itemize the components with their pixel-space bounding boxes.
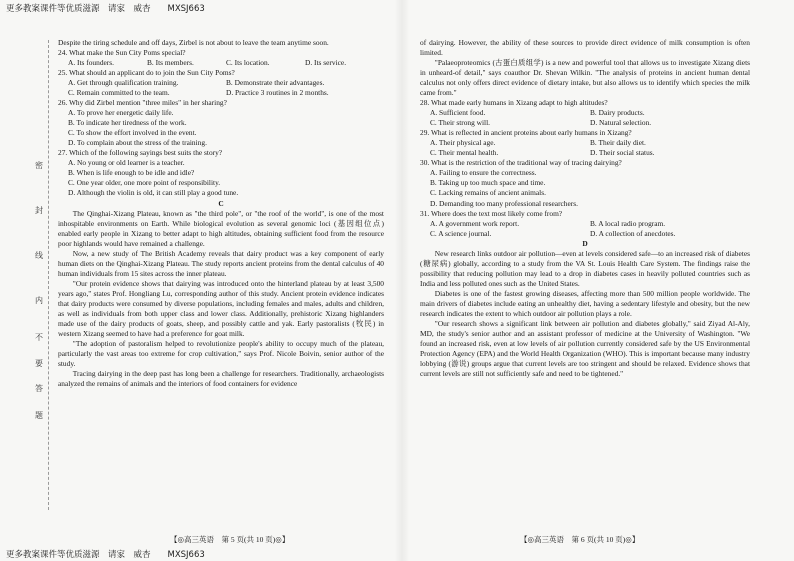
passage-c-paragraph: "Palaeoproteomics (古蛋白质组学) is a new and powerful tool that allows us to investigate Xizang diets in unheard-of detail," says coauthor Dr. Shevan Wilkin. "The analysis of proteins in ancient human dental calculus not only offers direct evidence of dietary intake, but also allows us to identify which species the milk came from." bbox=[420, 58, 750, 98]
option-c: C. One year older, one more point of responsibility. bbox=[68, 178, 221, 188]
option-b: B. Dairy products. bbox=[590, 108, 645, 118]
option-a: A. To prove her energetic daily life. bbox=[68, 108, 174, 118]
option-c: C. Remain committed to the team. bbox=[68, 88, 170, 98]
binding-char: 线 bbox=[35, 251, 43, 260]
option-a: A. Their physical age. bbox=[430, 138, 496, 148]
section-c-heading: C bbox=[218, 198, 224, 208]
binding-char: 要 bbox=[35, 359, 43, 368]
question-25-options-cd bbox=[68, 88, 384, 98]
option-a: A. Its founders. bbox=[68, 58, 114, 68]
passage-c-paragraph: The Qinghai-Xizang Plateau, known as "the third pole", or "the roof of the world", is one of the most inhospitable environments on Earth. While biological evolution as several genomic loci (基因组位点) enabled early people in Xizang to better adapt to high altitudes, obtaining sufficient food from the resource poor highlands would have remained a challenge. bbox=[58, 208, 384, 248]
question-24: 24. What make the Sun City Poms special? bbox=[58, 48, 186, 58]
binding-char: 不 bbox=[35, 333, 43, 342]
binding-line bbox=[30, 40, 49, 510]
option-d: D. A collection of anecdotes. bbox=[590, 228, 676, 238]
passage-d-paragraph: Diabetes is one of the fastest growing diseases, affecting more than 500 million people worldwide. The main drivers of diabetes include eating an unhealthy diet, having a sedentary lifestyle and obesity, but the new research indicates the extent to which outdoor air pollution plays a role. bbox=[420, 288, 750, 318]
right-column bbox=[420, 38, 750, 379]
question-25: 25. What should an applicant do to join the Sun City Poms? bbox=[58, 68, 235, 78]
option-d: D. Demanding too many professional researchers. bbox=[430, 198, 578, 208]
option-c: C. To show the effort involved in the event. bbox=[68, 128, 197, 138]
option-b: B. To indicate her tiredness of the work. bbox=[68, 118, 187, 128]
question-29: 29. What is reflected in ancient proteins about early humans in Xizang? bbox=[420, 128, 632, 138]
option-d: D. Natural selection. bbox=[590, 118, 652, 128]
binding-char: 答 bbox=[35, 384, 43, 393]
passage-b-ending: Despite the tiring schedule and off days, Zirbel is not about to leave the team anytime soon. bbox=[58, 38, 329, 47]
question-31: 31. Where does the text most likely come from? bbox=[420, 208, 563, 218]
option-a: A. No young or old learner is a teacher. bbox=[68, 158, 185, 168]
binding-char: 内 bbox=[35, 296, 43, 305]
question-27: 27. Which of the following sayings best suits the story? bbox=[58, 148, 223, 158]
option-c: C. Their mental health. bbox=[430, 148, 499, 158]
passage-d-paragraph: "Our research shows a significant link between air pollution and diabetes globally," said Ziyad Al-Aly, MD, the study's senior author and an assistant professor of medicine at the University of Washington. "We found an increased risk, even at low levels of air pollution currently considered safe by the US Environmental Protection Agency (EPA) and the World Health Organization (WHO). This is important because many industry lobbying (游说) groups argue that current levels are too stringent and should be relaxed. Evidence shows that current levels are still not sufficiently safe and need to be tightened." bbox=[420, 318, 750, 379]
page-fold-shadow bbox=[395, 0, 409, 561]
passage-c-paragraph: of dairying. However, the ability of these sources to provide direct evidence of milk consumption is often limited. bbox=[420, 38, 750, 58]
question-29-options-ab bbox=[430, 138, 750, 148]
passage-c-paragraph: Tracing dairying in the deep past has long been a challenge for researchers. Traditionally, archaeologists analyzed the remains of animals and the interiors of food containers for evidence bbox=[58, 369, 384, 389]
page-footer-right: 【◎高三英语 第 6 页(共 10 页)◎】 bbox=[520, 535, 640, 544]
section-d-heading: D bbox=[582, 238, 588, 248]
question-30: 30. What is the restriction of the traditional way of tracing dairying? bbox=[420, 158, 622, 168]
passage-d-paragraph: New research links outdoor air pollution—even at levels considered safe—to an increased risk of diabetes (糖尿病) globally, according to a study from the VA St. Louis Health Care System. The findings raise the possibility that reducing pollution may lead to a drop in diabetes cases in heavily polluted countries such as India and less polluted ones such as the United States. bbox=[420, 248, 750, 288]
question-25-options-ab bbox=[68, 78, 384, 88]
binding-char: 题 bbox=[35, 411, 43, 420]
option-b: B. Demonstrate their advantages. bbox=[226, 78, 325, 88]
option-d: D. Although the violin is old, it can still play a good tune. bbox=[68, 188, 239, 198]
question-24-options bbox=[68, 58, 384, 68]
option-c: C. Lacking remains of ancient animals. bbox=[430, 188, 546, 198]
option-c: C. Its location. bbox=[226, 58, 270, 68]
question-28-options-ab bbox=[430, 108, 750, 118]
left-column bbox=[58, 38, 384, 389]
option-a: A. Failing to ensure the correctness. bbox=[430, 168, 537, 178]
question-31-options-cd bbox=[430, 229, 750, 239]
top-banner: 更多教案课件等优质滋源 请家 威杏 MXSJ663 bbox=[6, 4, 205, 14]
option-d: D. To complain about the stress of the training. bbox=[68, 138, 207, 148]
option-c: C. A science journal. bbox=[430, 228, 492, 238]
option-a: A. Sufficient food. bbox=[430, 108, 486, 118]
option-a: A. A government work report. bbox=[430, 218, 520, 228]
question-31-options-ab bbox=[430, 219, 750, 229]
binding-char: 密 bbox=[35, 161, 43, 170]
page-footer-left: 【◎高三英语 第 5 页(共 10 页)◎】 bbox=[170, 535, 290, 544]
option-d: D. Practice 3 routines in 2 months. bbox=[226, 88, 329, 98]
option-d: D. Their social status. bbox=[590, 148, 655, 158]
option-b: B. Their daily diet. bbox=[590, 138, 646, 148]
question-29-options-cd bbox=[430, 148, 750, 158]
option-b: B. A local radio program. bbox=[590, 218, 666, 228]
passage-c-paragraph: "Our protein evidence shows that dairying was introduced onto the hinterland plateau by at least 3,500 years ago," states Prof. Hongliang Lu, corresponding author of this study. Ancient protein evidence indicates that dairy products were consumed by diverse populations, including females and males, adults and children, as well as individuals from both upper class and lower class. Additionally, prehistoric Xizang highlanders made use of the dairy products of goats, sheep, and possibly cattle and yak. Early pastoralists (牧民) in western Xizang seemed to have had a preference for goat milk. bbox=[58, 278, 384, 338]
question-26: 26. Why did Zirbel mention "three miles" in her sharing? bbox=[58, 98, 227, 108]
bottom-banner: 更多教案课件等优质滋源 请家 威杏 MXSJ663 bbox=[6, 550, 205, 560]
option-d: D. Its service. bbox=[305, 58, 347, 68]
option-b: B. Its members. bbox=[147, 58, 194, 68]
option-a: A. Get through qualification training. bbox=[68, 78, 179, 88]
passage-c-paragraph: Now, a new study of The British Academy reveals that dairy product was a key component of early human diets on the Qinghai-Xizang Plateau. The study reports ancient proteins from the dental calculus of 40 human individuals from 15 sites across the inner plateau. bbox=[58, 248, 384, 278]
option-b: B. Taking up too much space and time. bbox=[430, 178, 546, 188]
option-b: B. When is life enough to be idle and idle? bbox=[68, 168, 195, 178]
passage-c-paragraph: "The adoption of pastoralism helped to revolutionize people's ability to occupy much of the plateau, particularly the vast areas too extreme for crop cultivation," says Prof. Nicole Boivin, senior author of the study. bbox=[58, 338, 384, 368]
binding-char: 封 bbox=[35, 206, 43, 215]
question-28-options-cd bbox=[430, 118, 750, 128]
question-28: 28. What made early humans in Xizang adapt to high altitudes? bbox=[420, 98, 608, 108]
option-c: C. Their strong will. bbox=[430, 118, 491, 128]
